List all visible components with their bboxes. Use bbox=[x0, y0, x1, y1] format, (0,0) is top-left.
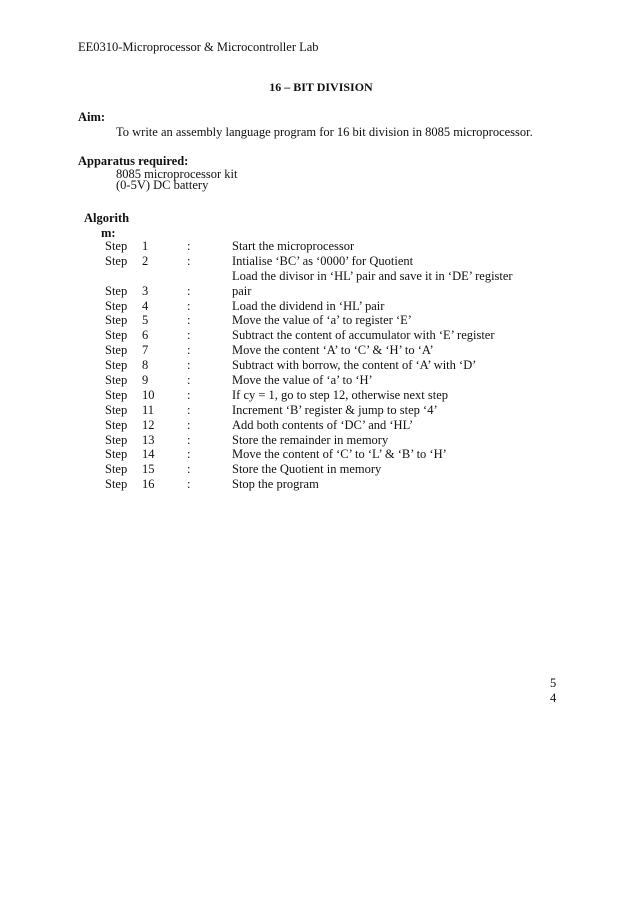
algorithm-label bbox=[84, 211, 144, 241]
step-colon: : bbox=[187, 298, 191, 313]
step-description: Store the remainder in memory bbox=[232, 432, 389, 447]
step-row bbox=[0, 328, 638, 343]
step-label: Step bbox=[105, 477, 128, 492]
step-colon: : bbox=[187, 253, 191, 268]
step-row bbox=[0, 433, 638, 448]
step-row bbox=[0, 477, 638, 492]
step-description: Increment ‘B’ register & jump to step ‘4’ bbox=[232, 402, 438, 417]
step-row bbox=[0, 299, 638, 314]
aim-text: To write an assembly language program for 16 bit division in 8085 microprocessor. bbox=[116, 125, 533, 139]
step-description: Store the Quotient in memory bbox=[232, 462, 382, 477]
step-colon: : bbox=[187, 417, 191, 432]
algorithm-steps bbox=[0, 239, 638, 492]
step-label: Step bbox=[105, 402, 128, 417]
step-number: 12 bbox=[142, 417, 155, 432]
step-colon: : bbox=[187, 432, 191, 447]
step-description: Load the dividend in ‘HL’ pair bbox=[232, 298, 385, 313]
step-colon: : bbox=[187, 328, 191, 343]
step-row bbox=[0, 313, 638, 328]
apparatus-label: Apparatus required: bbox=[78, 154, 189, 168]
apparatus-item: (0-5V) DC battery bbox=[116, 178, 209, 192]
aim-label: Aim: bbox=[78, 110, 106, 124]
step-colon: : bbox=[187, 343, 191, 358]
step-label: Step bbox=[105, 283, 128, 298]
step-number: 13 bbox=[142, 432, 155, 447]
step-label: Step bbox=[105, 328, 128, 343]
step-description: Subtract with borrow, the content of ‘A’ with ‘D’ bbox=[232, 358, 477, 373]
page-title bbox=[0, 80, 638, 95]
page-number-line2: 4 bbox=[550, 691, 557, 705]
step-number: 16 bbox=[142, 477, 155, 492]
step-row bbox=[0, 388, 638, 403]
step-number: 15 bbox=[142, 462, 155, 477]
step-description: Load the divisor in ‘HL’ pair and save it in ‘DE’ register bbox=[232, 268, 513, 283]
step-row bbox=[0, 447, 638, 462]
page-number-line1: 5 bbox=[550, 676, 557, 690]
step-colon: : bbox=[187, 447, 191, 462]
step-colon: : bbox=[187, 387, 191, 402]
step-colon: : bbox=[187, 373, 191, 388]
step-number: 14 bbox=[142, 447, 155, 462]
apparatus-list bbox=[116, 169, 238, 191]
step-description: Subtract the content of accumulator with ‘E’ register bbox=[232, 328, 495, 343]
step-label: Step bbox=[105, 298, 128, 313]
page-number bbox=[550, 676, 556, 706]
step-row bbox=[0, 373, 638, 388]
step-description: Stop the program bbox=[232, 477, 319, 492]
step-description: Add both contents of ‘DC’ and ‘HL’ bbox=[232, 417, 414, 432]
step-row bbox=[0, 284, 638, 299]
step-number: 6 bbox=[142, 328, 149, 343]
running-header: EE0310-Microprocessor & Microcontroller Lab bbox=[78, 40, 319, 54]
step-colon: : bbox=[187, 283, 191, 298]
step-description: Start the microprocessor bbox=[232, 239, 355, 253]
step-label: Step bbox=[105, 239, 128, 253]
step-description: Move the value of ‘a’ to register ‘E’ bbox=[232, 313, 412, 328]
step-colon: : bbox=[187, 462, 191, 477]
step-label: Step bbox=[105, 358, 128, 373]
step-label: Step bbox=[105, 417, 128, 432]
step-description: Move the content of ‘C’ to ‘L’ & ‘B’ to ‘H’ bbox=[232, 447, 447, 462]
apparatus-item: 8085 microprocessor kit bbox=[116, 167, 238, 181]
step-label: Step bbox=[105, 343, 128, 358]
algorithm-label-line2: m: bbox=[101, 226, 116, 240]
step-row bbox=[0, 269, 638, 284]
step-description: If cy = 1, go to step 12, otherwise next step bbox=[232, 387, 449, 402]
title-text: 16 – BIT DIVISION bbox=[269, 80, 373, 94]
step-row bbox=[0, 254, 638, 269]
step-label: Step bbox=[105, 447, 128, 462]
step-label: Step bbox=[105, 462, 128, 477]
step-colon: : bbox=[187, 313, 191, 328]
step-number: 8 bbox=[142, 358, 149, 373]
step-row bbox=[0, 343, 638, 358]
step-row bbox=[0, 358, 638, 373]
step-number: 3 bbox=[142, 283, 149, 298]
step-label: Step bbox=[105, 373, 128, 388]
step-row bbox=[0, 462, 638, 477]
step-number: 2 bbox=[142, 253, 149, 268]
step-label: Step bbox=[105, 313, 128, 328]
step-colon: : bbox=[187, 402, 191, 417]
step-description: Move the content ‘A’ to ‘C’ & ‘H’ to ‘A’ bbox=[232, 343, 434, 358]
step-colon: : bbox=[187, 358, 191, 373]
step-label: Step bbox=[105, 432, 128, 447]
step-row bbox=[0, 418, 638, 433]
step-number: 7 bbox=[142, 343, 149, 358]
step-colon: : bbox=[187, 239, 191, 253]
step-number: 10 bbox=[142, 387, 155, 402]
step-label: Step bbox=[105, 387, 128, 402]
step-description: Intialise ‘BC’ as ‘0000’ for Quotient bbox=[232, 253, 414, 268]
step-number: 4 bbox=[142, 298, 149, 313]
step-colon: : bbox=[187, 477, 191, 492]
step-number: 11 bbox=[142, 402, 155, 417]
step-description: pair bbox=[232, 283, 252, 298]
step-row bbox=[0, 239, 638, 254]
step-number: 9 bbox=[142, 373, 149, 388]
step-number: 5 bbox=[142, 313, 149, 328]
step-label: Step bbox=[105, 253, 128, 268]
algorithm-label-line1: Algorith bbox=[84, 211, 130, 225]
step-number: 1 bbox=[142, 239, 149, 253]
step-row bbox=[0, 403, 638, 418]
step-description: Move the value of ‘a’ to ‘H’ bbox=[232, 373, 373, 388]
